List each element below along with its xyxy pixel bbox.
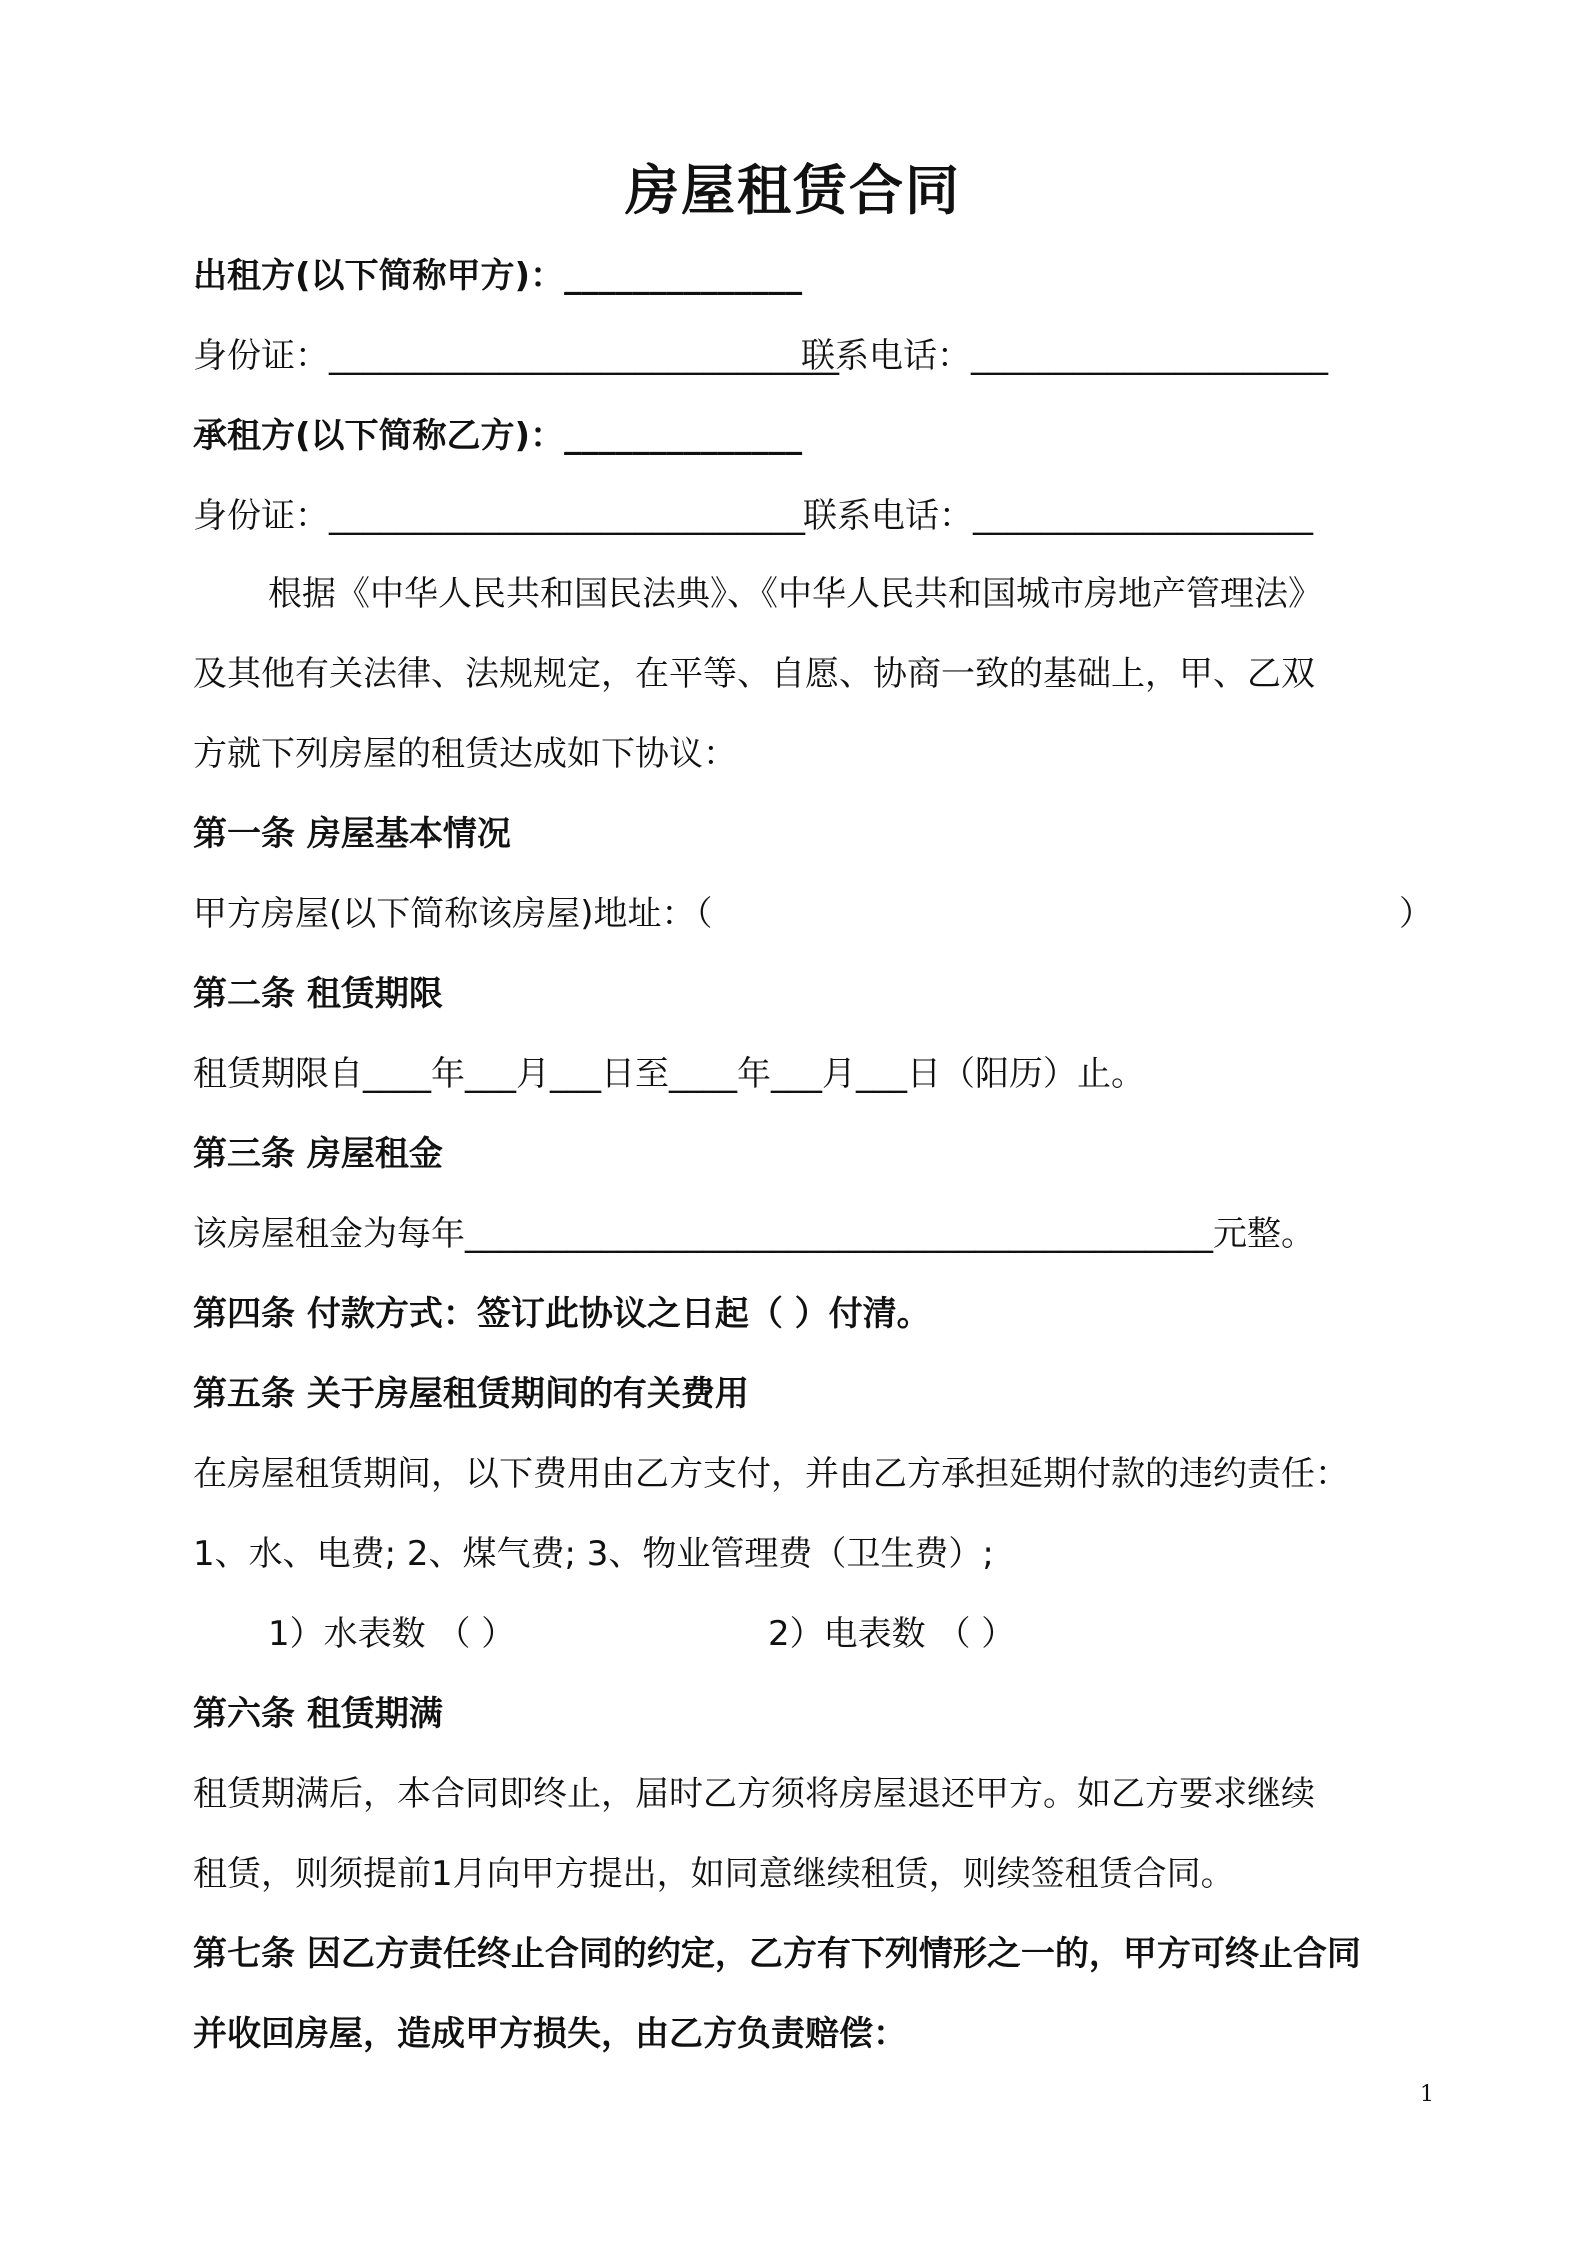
preamble-line-2: 及其他有关法律、法规规定，在平等、自愿、协商一致的基础上，甲、乙双 [193,654,1315,694]
lessor-line: 出租方(以下简称甲方)：______________ [193,256,803,296]
article-7-line-2: 并收回房屋，造成甲方损失，由乙方负责赔偿： [193,2014,907,2054]
lessor-phone-field: 联系电话：_____________________ [801,336,1328,376]
page-number: 1 [1420,2082,1434,2107]
article-3-heading: 第三条 房屋租金 [193,1134,443,1174]
article-2-term: 租赁期限自____年___月___日至____年___月___日（阳历）止。 [193,1054,1145,1094]
electric-meter-field: 2）电表数 （ ） [768,1614,1016,1654]
article-1-heading: 第一条 房屋基本情况 [193,814,511,854]
article-5-line-2: 1、水、电费; 2、煤气费; 3、物业管理费（卫生费）; [193,1534,994,1574]
lessee-line: 承租方(以下简称乙方)：______________ [193,416,803,456]
article-2-heading: 第二条 租赁期限 [193,974,443,1014]
water-meter-field: 1）水表数 （ ） [268,1614,516,1654]
article-5-line-1: 在房屋租赁期间，以下费用由乙方支付，并由乙方承担延期付款的违约责任： [193,1454,1349,1494]
article-6-line-1: 租赁期满后，本合同即终止，届时乙方须将房屋退还甲方。如乙方要求继续 [193,1774,1315,1814]
article-6-heading: 第六条 租赁期满 [193,1694,443,1734]
preamble-line-1: 根据《中华人民共和国民法典》、《中华人民共和国城市房地产管理法》 [268,574,1322,614]
article-6-line-2: 租赁，则须提前1月向甲方提出，如同意继续租赁，则续签租赁合同。 [193,1854,1235,1894]
lessee-id-field: 身份证：____________________________ [193,496,805,536]
article-7-line-1: 第七条 因乙方责任终止合同的约定，乙方有下列情形之一的，甲方可终止合同 [193,1934,1361,1974]
article-5-heading: 第五条 关于房屋租赁期间的有关费用 [193,1374,749,1414]
address-close-bracket: ） [1399,894,1433,934]
article-4-payment: 第四条 付款方式：签订此协议之日起（ ）付清。 [193,1294,931,1334]
article-3-rent: 该房屋租金为每年____________________________________________元整。 [193,1214,1315,1254]
article-1-address [193,892,1433,936]
lessor-id-field: 身份证：______________________________ [193,336,839,376]
preamble-line-3: 方就下列房屋的租赁达成如下协议： [193,734,737,774]
document-title: 房屋租赁合同 [625,159,961,222]
lessee-phone-field: 联系电话：____________________ [803,496,1313,536]
address-label: 甲方房屋(以下简称该房屋)地址：（ [193,894,713,934]
